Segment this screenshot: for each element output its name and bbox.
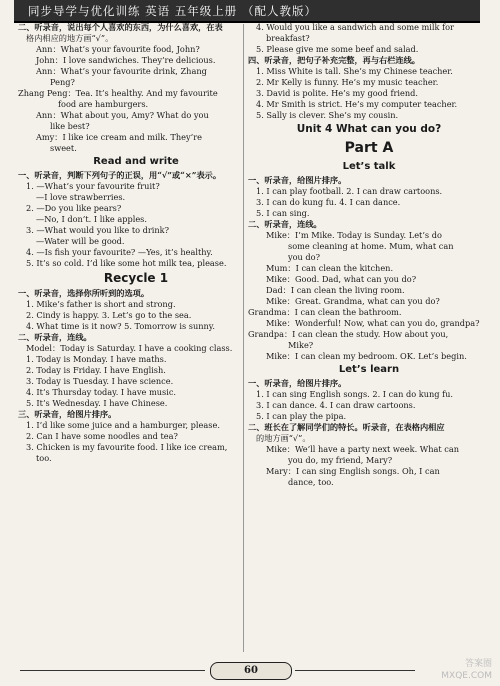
text-line: 3. David is polite. He’s my good friend. bbox=[256, 88, 418, 98]
exercise-instruction: 一、听录音，给图片排序。 bbox=[248, 175, 347, 185]
exercise-instruction: 二、听录音，连线。 bbox=[18, 332, 92, 342]
section-heading: Part A bbox=[344, 140, 394, 156]
text-line: Mike：Good. Dad, what can you do? bbox=[266, 274, 417, 284]
text-line: Mike：Wonderful! Now, what can you do, grandpa? bbox=[266, 318, 480, 328]
page-number: 60 bbox=[210, 662, 292, 680]
text-line: 5. It’s so cold. I’d like some hot milk tea, please. bbox=[26, 258, 227, 268]
text-line: 1. Mike’s father is short and strong. bbox=[26, 299, 176, 309]
watermark-line-1: 答案圈 bbox=[464, 659, 492, 669]
section-heading: Recycle 1 bbox=[103, 271, 169, 285]
text-line: like best? bbox=[50, 121, 90, 131]
text-line: 2. —Do you like pears? bbox=[26, 203, 122, 213]
text-line: 的地方画“√”。 bbox=[256, 433, 311, 443]
text-line: —Water will be good. bbox=[36, 236, 125, 246]
text-line: you do, my friend, Mary? bbox=[288, 455, 393, 465]
text-line: Mum：I can clean the kitchen. bbox=[266, 263, 394, 273]
text-line: 4. Would you like a sandwich and some milk for bbox=[256, 22, 454, 32]
text-line: —I love strawberries. bbox=[36, 192, 126, 202]
section-heading: Unit 4 What can you do? bbox=[296, 123, 442, 135]
text-line: 5. I can sing. bbox=[256, 208, 310, 218]
text-line: Zhang Peng：Tea. It’s healthy. And my favourite bbox=[18, 88, 218, 98]
text-line: 4. What time is it now? 5. Tomorrow is sunny. bbox=[26, 321, 215, 331]
watermark-line-2: MXQE.COM bbox=[441, 671, 492, 681]
text-line: Mike：Great. Grandma, what can you do? bbox=[266, 296, 440, 306]
exercise-instruction: 一、听录音，给图片排序。 bbox=[248, 378, 347, 388]
text-line: Peng? bbox=[50, 77, 75, 87]
exercise-instruction: 三、听录音，给图片排序。 bbox=[18, 409, 117, 419]
text-line: John：I love sandwiches. They’re delicious. bbox=[36, 55, 216, 65]
text-line: Model：Today is Saturday. I have a cooking class. bbox=[26, 343, 233, 353]
exercise-instruction: 一、听录音，选择你所听到的选项。 bbox=[18, 288, 150, 298]
exercise-instruction: 一、听录音，判断下列句子的正误，用“√”或“×”表示。 bbox=[18, 170, 222, 180]
text-line: 格内相应的地方画“√”。 bbox=[26, 33, 114, 43]
text-line: Grandma：I can clean the bathroom. bbox=[248, 307, 402, 317]
exercise-instruction: 四、听录音，把句子补充完整，再与右栏连线。 bbox=[248, 55, 420, 65]
text-line: Mike：I’m Mike. Today is Sunday. Let’s do bbox=[266, 230, 442, 240]
page-header bbox=[14, 0, 480, 23]
text-line: 3. I can dance. 4. I can draw cartoons. bbox=[256, 400, 416, 410]
text-line: Mary：I can sing English songs. Oh, I can bbox=[266, 466, 440, 476]
watermark bbox=[441, 658, 492, 682]
text-line: 3. —What would you like to drink? bbox=[26, 225, 170, 235]
text-line: dance, too. bbox=[288, 477, 334, 487]
text-line: Amy：I like ice cream and milk. They’re bbox=[36, 132, 202, 142]
text-line: 1. I can sing English songs. 2. I can do kung fu. bbox=[256, 389, 454, 399]
text-line: 3. Chicken is my favourite food. I like ice cream, bbox=[26, 442, 228, 452]
text-line: 2. Mr Kelly is funny. He’s my music teacher. bbox=[256, 77, 439, 87]
text-line: Mike? bbox=[288, 340, 314, 350]
text-line: Ann：What’s your favourite drink, Zhang bbox=[36, 66, 207, 76]
text-line: Mike：I can clean my bedroom. OK. Let’s begin. bbox=[266, 351, 467, 361]
text-line: 4. It’s Thursday today. I have music. bbox=[26, 387, 177, 397]
text-line: too. bbox=[36, 453, 52, 463]
text-line: some cleaning at home. Mum, what can bbox=[288, 241, 454, 251]
text-line: Mike：We’ll have a party next week. What can bbox=[266, 444, 459, 454]
text-line: 5. Sally is clever. She’s my cousin. bbox=[256, 110, 399, 120]
exercise-instruction: 二、班长在了解同学们的特长。听录音，在表格内相应 bbox=[248, 422, 445, 432]
section-heading: Let’s learn bbox=[338, 364, 400, 375]
text-line: sweet. bbox=[50, 143, 77, 153]
text-line: 2. Today is Friday. I have English. bbox=[26, 365, 166, 375]
text-line: Ann：What about you, Amy? What do you bbox=[36, 110, 209, 120]
text-line: 5. Please give me some beef and salad. bbox=[256, 44, 419, 54]
text-line: 3. Today is Tuesday. I have science. bbox=[26, 376, 174, 386]
text-line: 1. I’d like some juice and a hamburger, please. bbox=[26, 420, 220, 430]
text-line: breakfast? bbox=[266, 33, 310, 43]
section-heading: Let’s talk bbox=[342, 161, 396, 172]
exercise-instruction: 二、听录音，连线。 bbox=[248, 219, 322, 229]
header-title: 同步导学与优化训练 英语 五年级上册 （配人教版） bbox=[28, 4, 317, 18]
text-line: 1. I can play football. 2. I can draw cartoons. bbox=[256, 186, 443, 196]
text-line: 3. I can do kung fu. 4. I can dance. bbox=[256, 197, 401, 207]
text-line: 1. Today is Monday. I have maths. bbox=[26, 354, 167, 364]
left-column bbox=[18, 22, 254, 654]
text-line: you do? bbox=[288, 252, 320, 262]
text-line: 1. Miss White is tall. She’s my Chinese teacher. bbox=[256, 66, 453, 76]
section-heading: Read and write bbox=[93, 156, 179, 167]
text-line: Ann：What’s your favourite food, John? bbox=[36, 44, 200, 54]
text-line: 5. It’s Wednesday. I have Chinese. bbox=[26, 398, 168, 408]
footer-rule-left bbox=[20, 670, 205, 671]
text-line: 2. Cindy is happy. 3. Let’s go to the sea. bbox=[26, 310, 192, 320]
page-footer bbox=[0, 656, 500, 686]
text-line: 4. Mr Smith is strict. He’s my computer teacher. bbox=[256, 99, 458, 109]
text-line: 4. —Is fish your favourite? —Yes, it’s healthy. bbox=[26, 247, 213, 257]
text-line: Dad：I can clean the living room. bbox=[266, 285, 405, 295]
column-divider bbox=[243, 24, 244, 652]
text-line: 5. I can play the pipa. bbox=[256, 411, 347, 421]
text-line: Grandpa：I can clean the study. How about you, bbox=[248, 329, 449, 339]
exercise-instruction: 二、听录音，说出每个人喜欢的东西，为什么喜欢，在表 bbox=[18, 22, 223, 32]
footer-rule-right bbox=[295, 670, 415, 671]
text-line: 1. —What’s your favourite fruit? bbox=[26, 181, 160, 191]
right-column bbox=[248, 22, 490, 654]
text-line: 2. Can I have some noodles and tea? bbox=[26, 431, 178, 441]
text-line: food are hamburgers. bbox=[58, 99, 149, 109]
text-line: —No, I don’t. I like apples. bbox=[36, 214, 147, 224]
